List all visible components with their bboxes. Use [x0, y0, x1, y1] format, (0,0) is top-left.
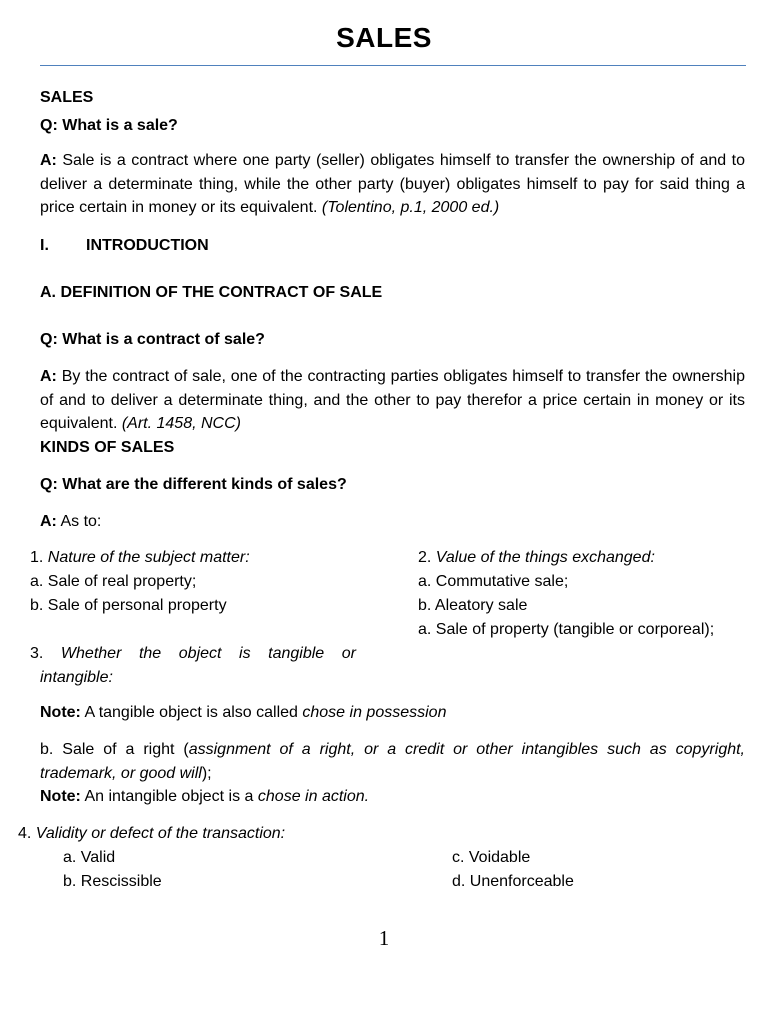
- note-term: chose in possession: [302, 704, 447, 721]
- kind-number: 3.: [30, 645, 44, 662]
- kind-label: Validity or defect of the transaction:: [35, 825, 286, 842]
- page-title: SALES: [336, 22, 432, 53]
- kind-4-item: a. Valid: [63, 849, 116, 866]
- kind-4-item: c. Voidable: [452, 849, 531, 866]
- kind-1-item: a. Sale of real property;: [30, 573, 197, 590]
- answer-3: [40, 512, 101, 532]
- section-number: I.: [40, 237, 49, 254]
- sale-right-prefix: b. Sale of a right (: [40, 741, 189, 758]
- sale-of-right: [40, 738, 745, 786]
- page-number: 1: [378, 926, 390, 950]
- kind-2-item: b. Aleatory sale: [418, 597, 528, 614]
- question-text: What are the different kinds of sales?: [62, 476, 347, 493]
- kind-1-heading: [30, 548, 250, 568]
- answer-text: Sale is a contract where one party (seller) obligates himself to transfer the ownership of and to deliver a determinate thing, while the other party (buyer) obligates himself to pay for said thing a price certain in money or its equivalent.: [40, 152, 745, 216]
- kind-3-heading: [30, 644, 356, 664]
- question-prefix: Q:: [40, 331, 58, 348]
- kind-4-item: b. Rescissible: [63, 873, 162, 890]
- answer-1: [40, 149, 745, 220]
- note-prefix: Note:: [40, 704, 81, 721]
- question-prefix: Q:: [40, 117, 58, 134]
- answer-2: [40, 365, 745, 436]
- citation: (Art. 1458, NCC): [121, 415, 241, 432]
- kind-4-heading: [18, 824, 285, 844]
- answer-prefix: A:: [40, 152, 57, 169]
- kind-4-item: d. Unenforceable: [452, 873, 574, 890]
- answer-prefix: A:: [40, 368, 57, 385]
- question-text: What is a contract of sale?: [62, 331, 265, 348]
- kind-label: Nature of the subject matter:: [47, 549, 250, 566]
- question-2: [40, 330, 265, 350]
- section-heading-definition: A. DEFINITION OF THE CONTRACT OF SALE: [40, 284, 383, 301]
- section-title: INTRODUCTION: [86, 237, 209, 254]
- note-term: chose in action.: [257, 788, 370, 805]
- answer-text: As to:: [60, 513, 102, 530]
- section-heading-introduction: [40, 236, 209, 256]
- question-text: What is a sale?: [62, 117, 178, 134]
- kind-2-item: a. Sale of property (tangible or corporeal);: [418, 621, 715, 638]
- section-heading-sales: SALES: [40, 89, 94, 106]
- sale-right-suffix: );: [201, 765, 212, 782]
- question-1: [40, 116, 178, 136]
- note-tangible: [40, 703, 446, 723]
- section-heading-kinds: KINDS OF SALES: [40, 439, 175, 456]
- kind-3-heading-continued: intangible:: [40, 669, 113, 686]
- note-text: An intangible object is a: [84, 788, 254, 805]
- kind-1-item: b. Sale of personal property: [30, 597, 227, 614]
- question-3: [40, 475, 347, 495]
- kind-2-heading: [418, 548, 655, 568]
- sale-right-examples: assignment of a right, or a credit or other intangibles such as copyright, trademark, or good will: [40, 741, 746, 782]
- title-divider: [40, 65, 746, 66]
- kind-number: 4.: [18, 825, 32, 842]
- kind-2-item: a. Commutative sale;: [418, 573, 569, 590]
- citation: (Tolentino, p.1, 2000 ed.): [321, 199, 500, 216]
- note-prefix: Note:: [40, 788, 81, 805]
- kind-label: Whether the object is tangible or: [60, 645, 356, 662]
- answer-prefix: A:: [40, 513, 57, 530]
- kind-number: 2.: [418, 549, 432, 566]
- note-intangible: [40, 787, 369, 807]
- note-text: A tangible object is also called: [84, 704, 298, 721]
- question-prefix: Q:: [40, 476, 58, 493]
- kind-number: 1.: [30, 549, 44, 566]
- kind-label: Value of the things exchanged:: [435, 549, 655, 566]
- answer-text: By the contract of sale, one of the contracting parties obligates himself to transfer the ownership of and to deliver a determinate thing, and the other to pay therefor a price certain in money or its equivalent.: [40, 368, 746, 432]
